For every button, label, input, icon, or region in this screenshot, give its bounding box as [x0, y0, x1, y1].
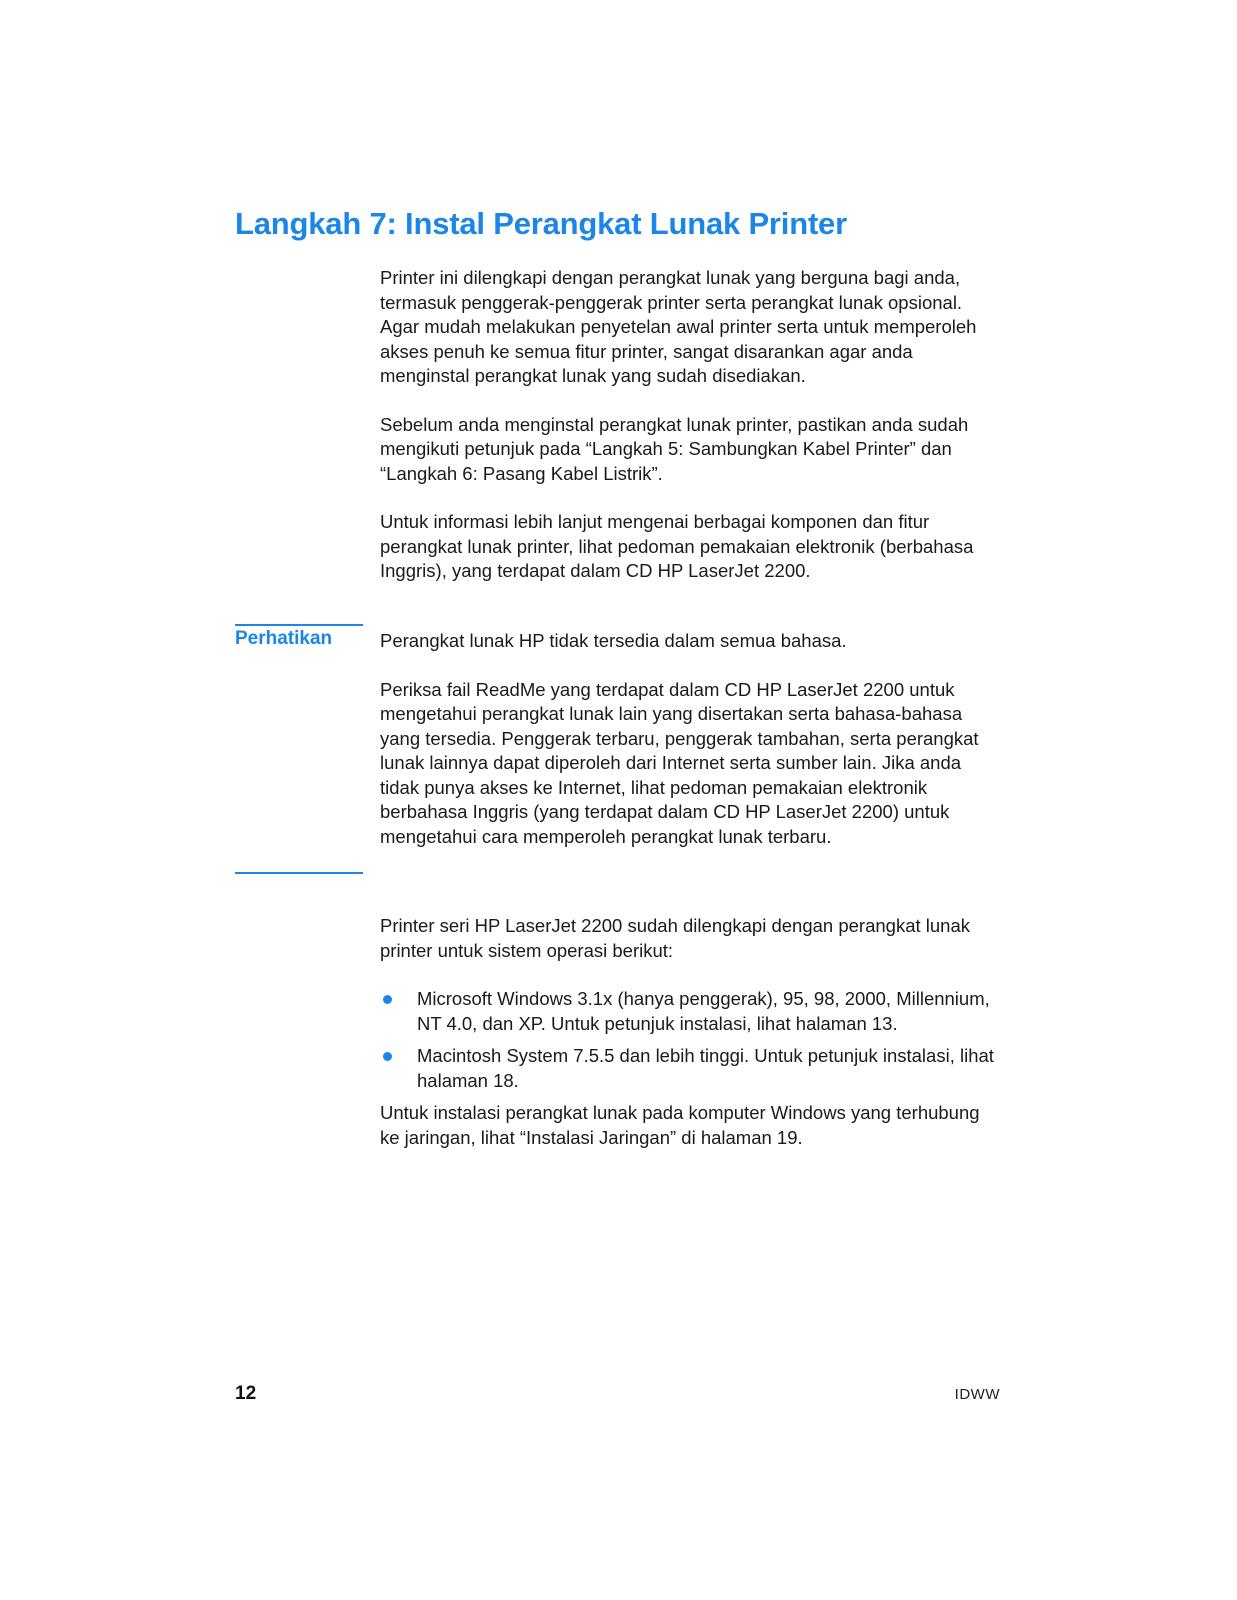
intro-paragraph: Printer ini dilengkapi dengan perangkat lunak yang berguna bagi anda, termasuk penggerak-penggerak printer serta perangkat lunak opsional. Agar mudah melakukan penyetelan awal printer serta untuk memperoleh akses penuh ke semua fitur printer, sangat disarankan agar anda menginstal perangkat lunak yang sudah disediakan.	[380, 267, 977, 386]
os-lead-paragraph: Printer seri HP LaserJet 2200 sudah dilengkapi dengan perangkat lunak printer untuk sistem operasi berikut:	[380, 915, 970, 961]
note-divider-bottom	[235, 872, 363, 874]
os-tail-paragraph: Untuk instalasi perangkat lunak pada komputer Windows yang terhubung ke jaringan, lihat “Instalasi Jaringan” di halaman 19.	[380, 1102, 980, 1148]
list-item	[380, 1044, 1000, 1093]
note-divider-top	[235, 624, 363, 626]
intro-paragraph: Untuk informasi lebih lanjut mengenai berbagai komponen dan fitur perangkat lunak printer, lihat pedoman pemakaian elektronik (berbahasa Inggris), yang terdapat dalam CD HP LaserJet 2200.	[380, 511, 974, 581]
note-label: Perhatikan	[235, 628, 333, 649]
intro-paragraph: Sebelum anda menginstal perangkat lunak printer, pastikan anda sudah mengikuti petunjuk pada “Langkah 5: Sambungkan Kabel Printer” dan “Langkah 6: Pasang Kabel Listrik”.	[380, 413, 969, 484]
page-title: Langkah 7: Instal Perangkat Lunak Printer	[235, 206, 847, 241]
list-item-text: Microsoft Windows 3.1x (hanya penggerak), 95, 98, 2000, Millennium, NT 4.0, dan XP. Untuk petunjuk instalasi, lihat halaman 13.	[417, 988, 990, 1034]
bullet-icon	[383, 1052, 392, 1061]
intro-section	[380, 266, 1000, 584]
note-body	[380, 629, 1000, 849]
page-number: 12	[235, 1383, 257, 1404]
list-item-text: Macintosh System 7.5.5 dan lebih tinggi. Untuk petunjuk instalasi, lihat halaman 18.	[417, 1045, 994, 1091]
note-paragraph: Periksa fail ReadMe yang terdapat dalam CD HP LaserJet 2200 untuk mengetahui perangkat lunak lain yang disertakan serta bahasa-bahasa yang tersedia. Penggerak terbaru, penggerak tambahan, serta perangkat lunak lainnya dapat diperoleh dari Internet serta sumber lain. Jika anda tidak punya akses ke Internet, lihat pedoman pemakaian elektronik berbahasa Inggris (yang terdapat dalam CD HP LaserJet 2200) untuk mengetahui cara memperoleh perangkat lunak terbaru.	[380, 678, 979, 847]
footer-code: IDWW	[954, 1386, 1000, 1403]
note-paragraph: Perangkat lunak HP tidak tersedia dalam semua bahasa.	[380, 630, 847, 651]
bullet-icon	[383, 995, 392, 1004]
os-list	[380, 987, 1000, 1093]
list-item	[380, 987, 1000, 1036]
os-section	[380, 914, 1000, 1150]
